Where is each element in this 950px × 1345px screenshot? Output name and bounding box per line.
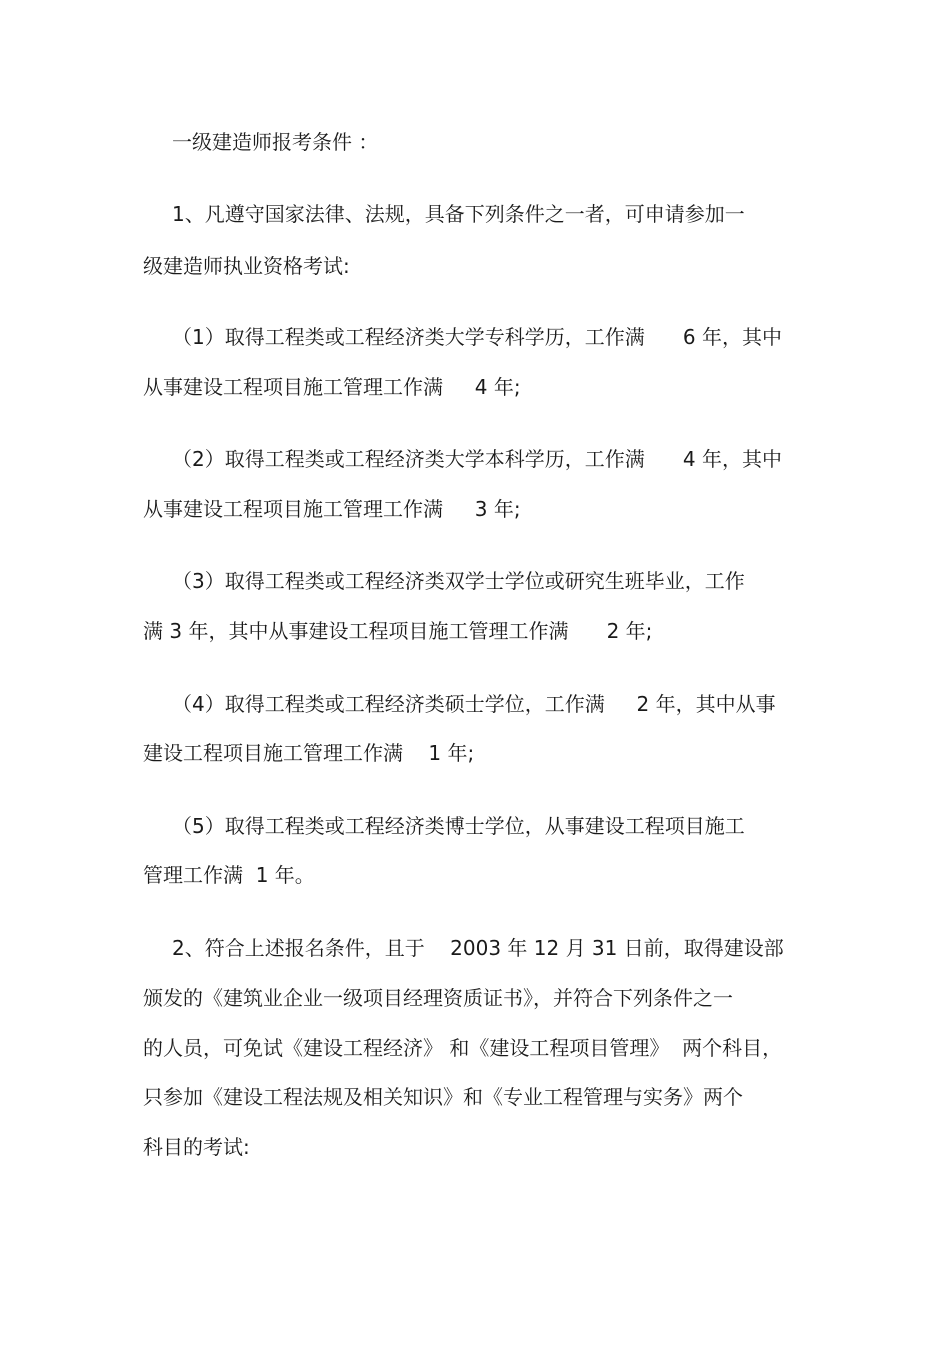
paragraph-line: 级建造师执业资格考试: xyxy=(143,254,350,278)
paragraph-line: 只参加《建设工程法规及相关知识》和《专业工程管理与实务》两个 xyxy=(143,1085,743,1109)
document-title: 一级建造师报考条件 ： xyxy=(172,130,379,154)
paragraph-line: 满 3 年，其中从事建设工程项目施工管理工作满 2 年; xyxy=(143,619,653,643)
paragraph-line: （3）取得工程类或工程经济类双学士学位或研究生班毕业，工作 xyxy=(172,569,745,593)
paragraph-line: 从事建设工程项目施工管理工作满 4 年; xyxy=(143,375,521,399)
paragraph-line: 科目的考试: xyxy=(143,1135,250,1159)
paragraph-line: 建设工程项目施工管理工作满 1 年; xyxy=(143,741,475,765)
paragraph-line: 从事建设工程项目施工管理工作满 3 年; xyxy=(143,497,521,521)
paragraph-line: （5）取得工程类或工程经济类博士学位，从事建设工程项目施工 xyxy=(172,814,745,838)
paragraph-line: （2）取得工程类或工程经济类大学本科学历，工作满 4 年，其中 xyxy=(172,447,782,471)
paragraph-line: （1）取得工程类或工程经济类大学专科学历，工作满 6 年，其中 xyxy=(172,325,782,349)
paragraph-line: 的人员，可免试《建设工程经济》 和《建设工程项目管理》 两个科目， xyxy=(143,1036,783,1060)
paragraph-line: 2、符合上述报名条件，且于 2003 年 12 月 31 日前，取得建设部 xyxy=(172,936,784,960)
paragraph-line: （4）取得工程类或工程经济类硕士学位，工作满 2 年，其中从事 xyxy=(172,692,776,716)
paragraph-line: 颁发的《建筑业企业一级项目经理资质证书》，并符合下列条件之一 xyxy=(143,986,733,1010)
paragraph-line: 管理工作满 1 年。 xyxy=(143,863,315,887)
paragraph-line: 1、凡遵守国家法律、法规，具备下列条件之一者，可申请参加一 xyxy=(172,202,745,226)
